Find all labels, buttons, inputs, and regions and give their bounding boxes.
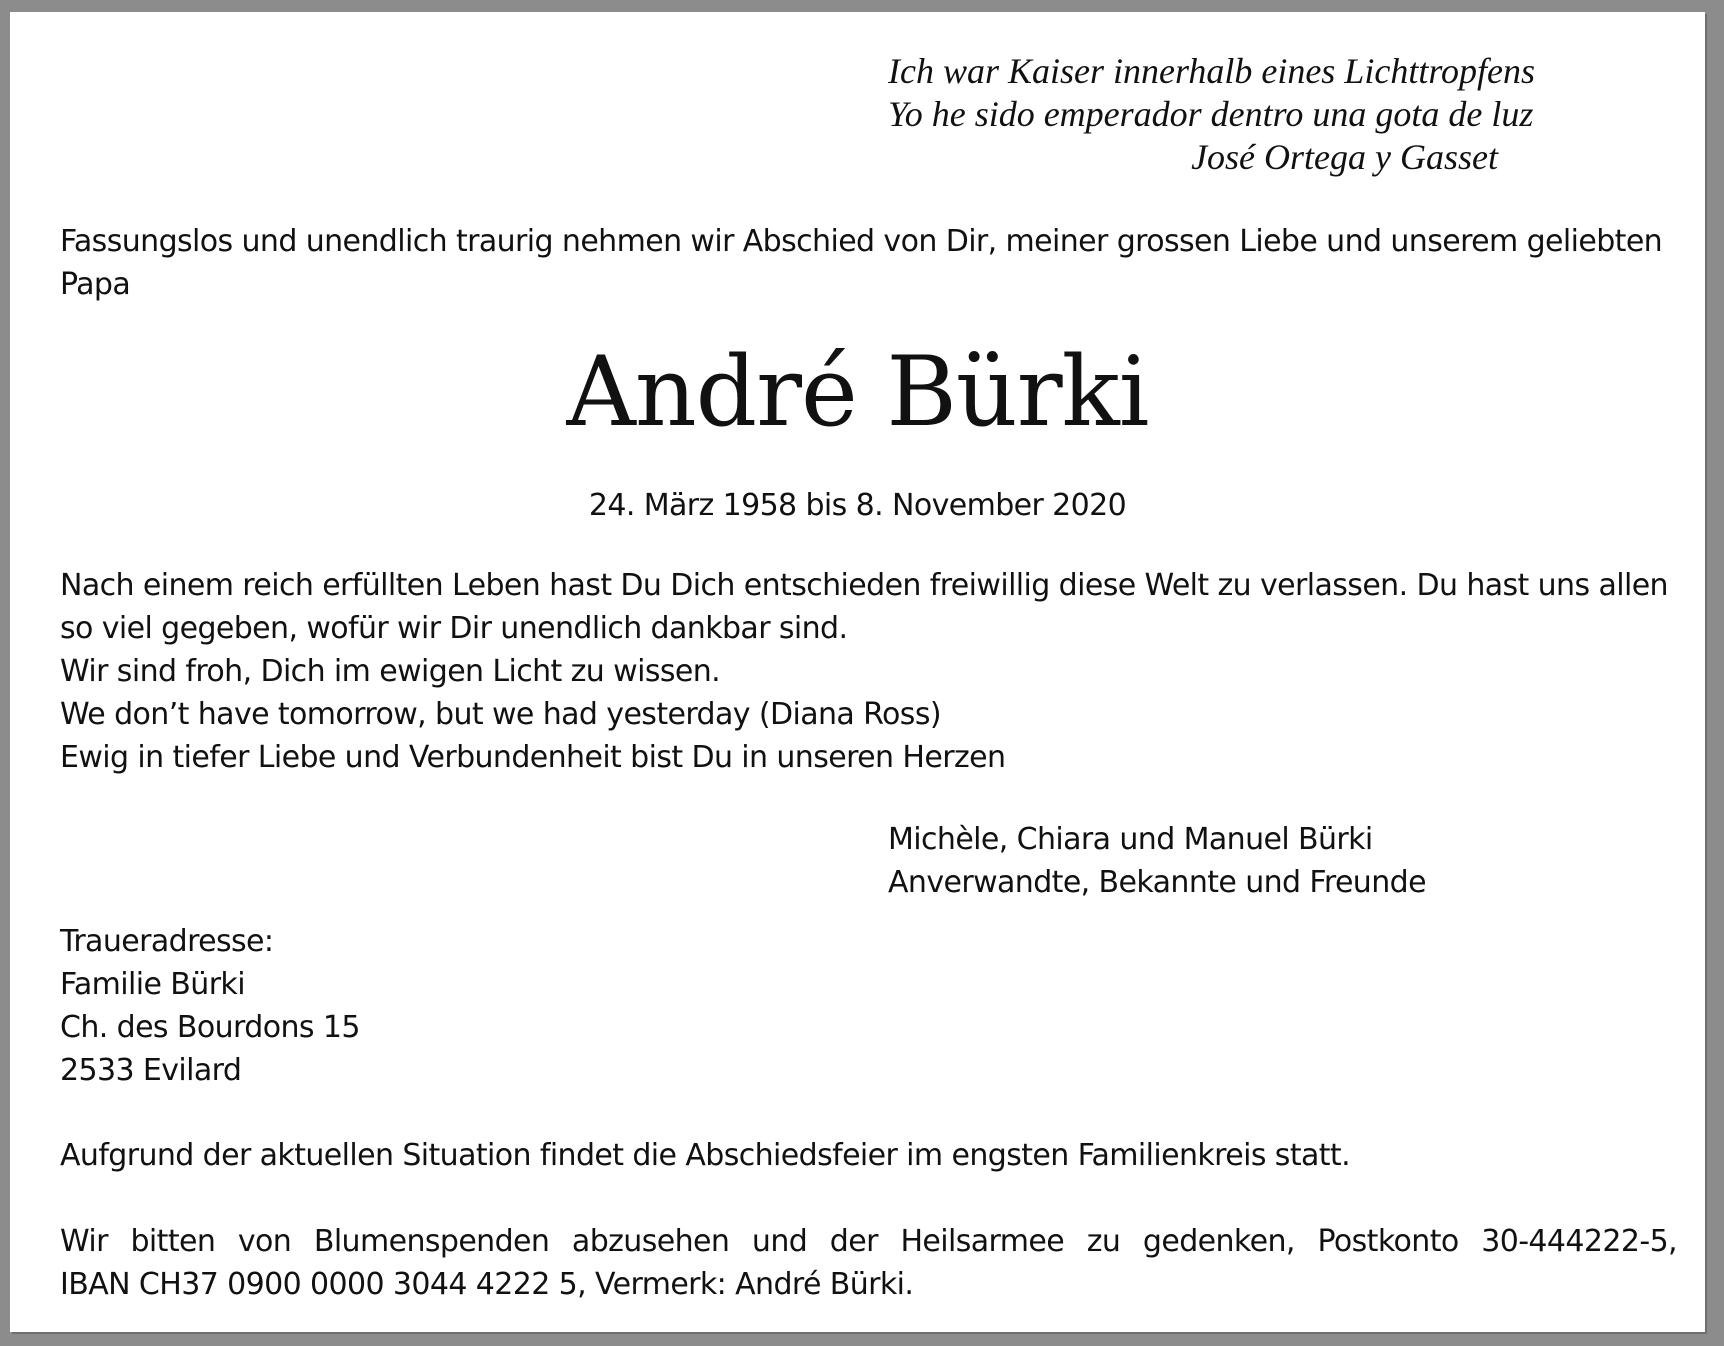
signature-relatives: Anverwandte, Bekannte und Freunde xyxy=(888,865,1426,900)
address-name: Familie Bürki xyxy=(60,967,245,1002)
quote-line-german: Ich war Kaiser innerhalb eines Lichttropfens xyxy=(888,51,1535,91)
signature-family: Michèle, Chiara und Manuel Bürki xyxy=(888,822,1373,857)
deceased-name: André Bürki xyxy=(566,336,1149,448)
life-dates: 24. März 1958 bis 8. November 2020 xyxy=(588,488,1127,523)
body-line-diana-ross: We don’t have tomorrow, but we had yesterday (Diana Ross) xyxy=(60,697,941,732)
body-paragraph: Nach einem reich erfüllten Leben hast Du Dich entschieden freiwillig diese Welt zu verlassen. Du hast uns allen so viel gegeben, wofür wir Dir unendlich dankbar sind. xyxy=(60,568,1668,646)
quote-line-spanish: Yo he sido emperador dentro una gota de luz xyxy=(888,94,1534,134)
obituary-card xyxy=(10,12,1705,1332)
quote-author: José Ortega y Gasset xyxy=(1191,137,1498,177)
donation-line-1: Wir bitten von Blumenspenden abzusehen und der Heilsarmee zu gedenken, Postkonto 30-444222-5, xyxy=(60,1224,1677,1259)
epigraph-quote xyxy=(888,50,1538,179)
ceremony-notice: Aufgrund der aktuellen Situation findet die Abschiedsfeier im engsten Familienkreis statt. xyxy=(60,1138,1351,1173)
address-label: Traueradresse: xyxy=(60,924,274,959)
body-line-hearts: Ewig in tiefer Liebe und Verbundenheit bist Du in unseren Herzen xyxy=(60,740,1006,775)
donation-line-2: IBAN CH37 0900 0000 3044 4222 5, Vermerk: André Bürki. xyxy=(60,1267,914,1302)
body-line-light: Wir sind froh, Dich im ewigen Licht zu wissen. xyxy=(60,654,721,689)
body-text xyxy=(60,564,1677,779)
address-city: 2533 Evilard xyxy=(60,1053,242,1088)
signatures xyxy=(888,818,1426,904)
mourning-address xyxy=(60,920,1677,1092)
address-street: Ch. des Bourdons 15 xyxy=(60,1010,360,1045)
intro-text: Fassungslos und unendlich traurig nehmen wir Abschied von Dir, meiner grossen Liebe und unserem geliebten Papa xyxy=(60,224,1663,302)
donation-notice xyxy=(60,1220,1677,1306)
